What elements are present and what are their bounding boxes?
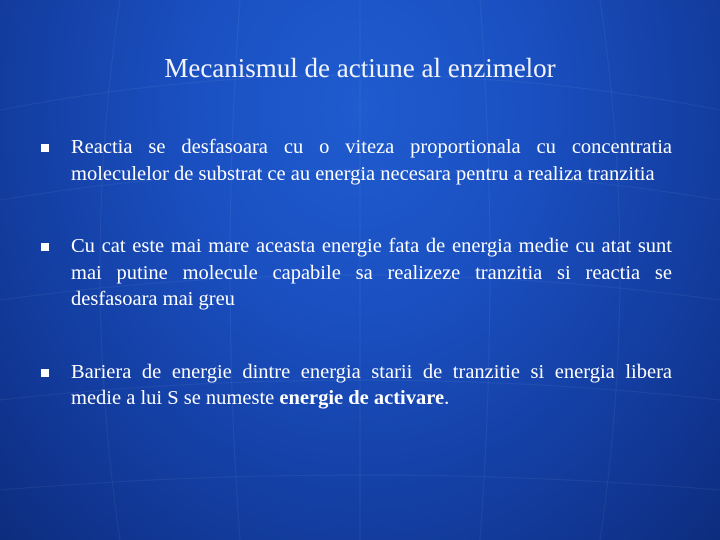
bullet-text: Cu cat este mai mare aceasta energie fata de energia medie cu atat sunt mai putine molecule capabile sa realizeze tranzitia si reactia se desfasoara mai greu [71,235,672,310]
bullet-bold-term: energie de activare [279,387,445,409]
bullet-item [40,359,672,412]
bullet-text: Reactia se desfasoara cu o viteza proportionala cu concentratia moleculelor de substrat ce au energia necesara pentru a realiza tranzitia [71,136,672,185]
slide-title: Mecanismul de actiune al enzimelor [164,53,556,83]
bullet-text-end: . [444,387,450,409]
bullet-text: Bariera de energie dintre energia starii de tranzitie si energia libera medie a lui S se numeste [71,360,672,409]
bullet-item [40,134,672,187]
square-bullet-icon [41,369,49,377]
bullet-item [40,233,672,313]
square-bullet-icon [41,243,49,251]
bullet-list [40,134,672,412]
square-bullet-icon [41,144,49,152]
